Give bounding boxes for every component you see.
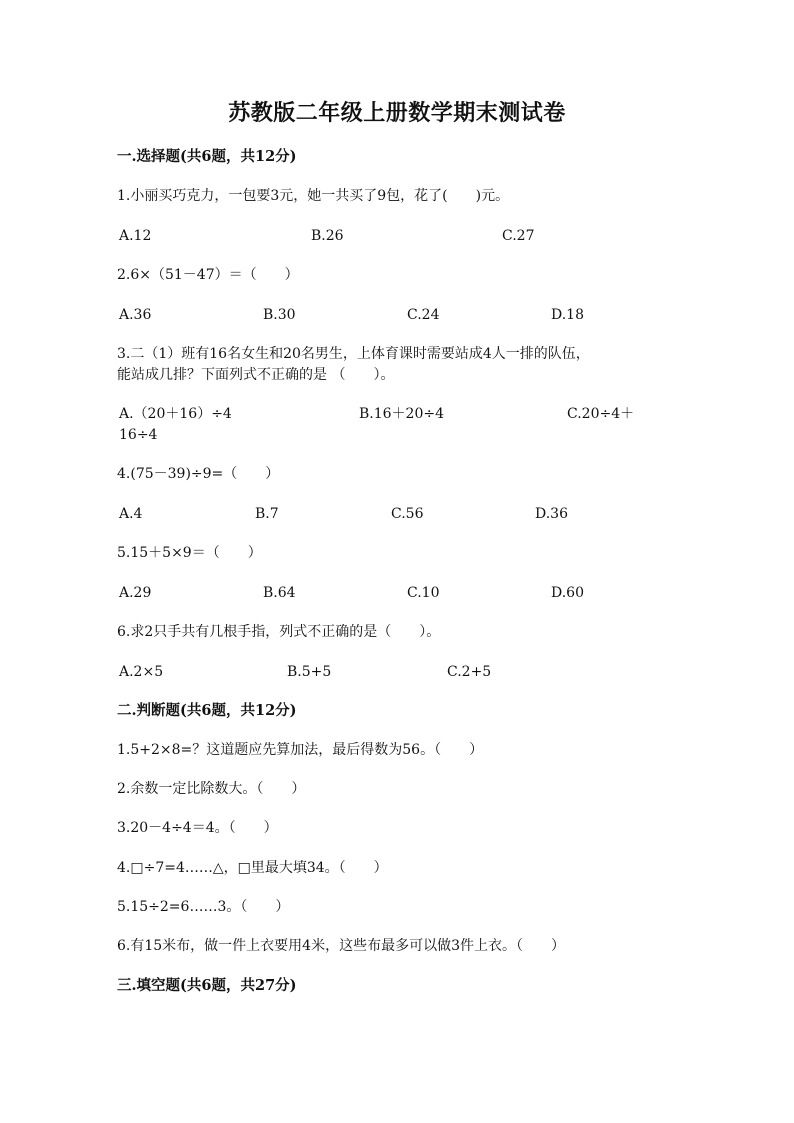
page-title: 苏教版二年级上册数学期末测试卷	[228, 100, 566, 126]
question-2-option-a: A.36	[119, 307, 152, 323]
question-5-option-c: C.10	[407, 585, 440, 601]
judgement-3-text: 3.20－4÷4＝4。（ ）	[117, 820, 278, 836]
question-6-option-c: C.2+5	[447, 664, 492, 680]
section-heading-judgement: 二.判断题(共6题，共12分)	[117, 702, 297, 719]
question-6-text: 6.求2只手共有几根手指，列式不正确的是（ ）。	[117, 624, 441, 640]
question-2-option-b: B.30	[263, 307, 296, 323]
question-3-option-b: B.16＋20÷4	[359, 406, 445, 422]
question-3-text-line2: 能站成几排？下面列式不正确的是 （ ）。	[117, 367, 395, 383]
question-5-option-d: D.60	[551, 585, 584, 601]
question-3-option-c-line1: C.20÷4＋	[567, 406, 635, 422]
question-1-text: 1.小丽买巧克力，一包要3元，她一共买了9包，花了( )元。	[117, 188, 510, 204]
question-6-option-a: A.2×5	[119, 664, 164, 680]
question-2-option-c: C.24	[407, 307, 440, 323]
section-heading-choice: 一.选择题(共6题，共12分)	[117, 148, 297, 165]
judgement-2-text: 2.余数一定比除数大。（ ）	[117, 781, 306, 797]
section-heading-fill-in: 三.填空题(共6题，共27分)	[117, 977, 297, 994]
question-5-option-b: B.64	[263, 585, 296, 601]
question-5-text: 5.15＋5×9＝（ ）	[117, 545, 262, 561]
question-1-option-c: C.27	[502, 228, 535, 244]
question-4-text: 4.(75－39)÷9=（ ）	[117, 466, 280, 482]
question-4-option-d: D.36	[535, 506, 568, 522]
judgement-1-text: 1.5+2×8=？这道题应先算加法，最后得数为56。（ ）	[117, 742, 484, 758]
judgement-5-text: 5.15÷2=6……3。（ ）	[117, 899, 290, 915]
question-3-option-c-line2: 16÷4	[119, 427, 158, 443]
question-6-option-b: B.5+5	[287, 664, 332, 680]
question-1-option-a: A.12	[119, 228, 152, 244]
judgement-4-text: 4.□÷7=4……△，□里最大填34。（ ）	[117, 860, 388, 876]
question-3-text-line1: 3.二（1）班有16名女生和20名男生，上体育课时需要站成4人一排的队伍，	[117, 346, 590, 362]
question-3-option-a: A.（20＋16）÷4	[119, 406, 232, 422]
question-2-option-d: D.18	[551, 307, 584, 323]
judgement-6-text: 6.有15米布，做一件上衣要用4米，这些布最多可以做3件上衣。（ ）	[117, 938, 565, 954]
question-2-text: 2.6×（51－47）＝（ ）	[117, 267, 299, 283]
question-4-option-a: A.4	[119, 506, 143, 522]
question-4-option-c: C.56	[391, 506, 424, 522]
question-5-option-a: A.29	[119, 585, 152, 601]
question-4-option-b: B.7	[255, 506, 279, 522]
question-1-option-b: B.26	[311, 228, 344, 244]
